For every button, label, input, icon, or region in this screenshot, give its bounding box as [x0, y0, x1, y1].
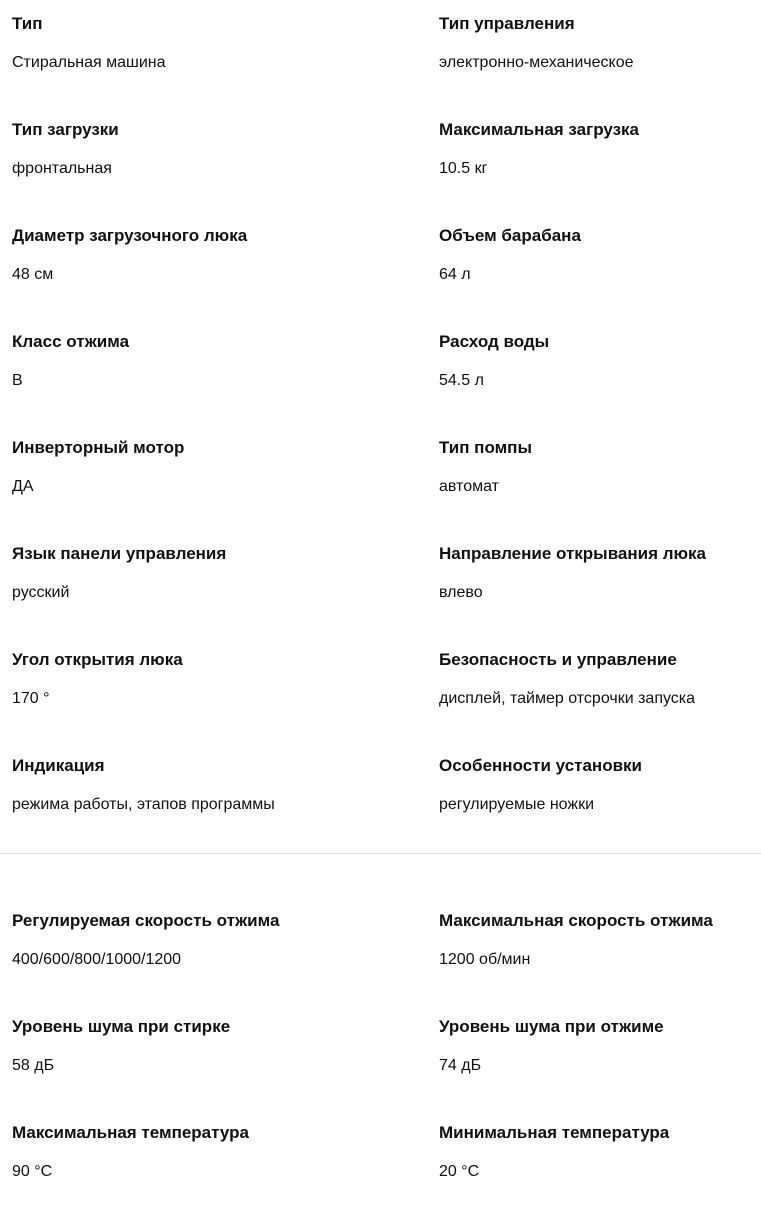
spec-value: 400/600/800/1000/1200: [12, 951, 182, 968]
spec-label: Направление открывания люка: [439, 544, 707, 563]
spec-item: [12, 437, 322, 497]
spec-label: Тип помпы: [439, 438, 532, 457]
spec-label: Регулируемая скорость отжима: [12, 911, 280, 930]
spec-label: Уровень шума при отжиме: [439, 1017, 664, 1036]
spec-item: [439, 119, 749, 179]
spec-value: 1200 об/мин: [439, 951, 531, 968]
spec-item: [439, 331, 749, 391]
spec-item: [12, 225, 322, 285]
spec-label: Максимальная температура: [12, 1123, 249, 1142]
spec-label: Класс отжима: [12, 332, 130, 351]
spec-item: [439, 543, 749, 603]
spec-value: дисплей, таймер отсрочки запуска: [439, 690, 696, 707]
spec-value: 10.5 кг: [439, 160, 488, 177]
spec-item: [439, 437, 749, 497]
spec-label: Максимальная скорость отжима: [439, 911, 713, 930]
spec-label: Диаметр загрузочного люка: [12, 226, 248, 245]
section-divider: [0, 853, 761, 854]
spec-value: 170 °: [12, 690, 50, 707]
spec-value: режима работы, этапов программы: [12, 796, 275, 813]
spec-value: 64 л: [439, 266, 471, 283]
spec-value: ДА: [12, 478, 34, 495]
spec-item: [12, 910, 322, 970]
spec-value: 48 см: [12, 266, 54, 283]
spec-label: Расход воды: [439, 332, 550, 351]
spec-value: 90 °C: [12, 1163, 53, 1180]
spec-value: регулируемые ножки: [439, 796, 595, 813]
spec-label: Язык панели управления: [12, 544, 227, 563]
spec-label: Тип: [12, 14, 43, 33]
spec-label: Тип управления: [439, 14, 575, 33]
spec-label: Тип загрузки: [12, 120, 119, 139]
spec-label: Объем барабана: [439, 226, 581, 245]
spec-value: В: [12, 372, 23, 389]
spec-value: 54.5 л: [439, 372, 484, 389]
spec-value: 58 дБ: [12, 1057, 55, 1074]
spec-item: [439, 755, 749, 815]
spec-item: [439, 910, 749, 970]
spec-item: [439, 649, 749, 709]
spec-value: фронтальная: [12, 160, 112, 177]
spec-label: Безопасность и управление: [439, 650, 677, 669]
spec-item: [12, 543, 322, 603]
spec-value: автомат: [439, 478, 499, 495]
spec-item: [439, 13, 749, 73]
spec-label: Особенности установки: [439, 756, 642, 775]
spec-label: Угол открытия люка: [12, 650, 183, 669]
spec-item: [12, 755, 322, 815]
spec-item: [12, 1122, 322, 1182]
spec-item: [12, 331, 322, 391]
spec-value: русский: [12, 584, 70, 601]
spec-item: [12, 119, 322, 179]
spec-value: электронно-механическое: [439, 54, 634, 71]
spec-item: [439, 225, 749, 285]
spec-label: Максимальная загрузка: [439, 120, 639, 139]
spec-item: [12, 649, 322, 709]
spec-label: Минимальная температура: [439, 1123, 670, 1142]
spec-section-spin-noise-temperature: [0, 910, 761, 1228]
spec-item: [12, 13, 322, 73]
spec-label: Инверторный мотор: [12, 438, 185, 457]
spec-value: 74 дБ: [439, 1057, 482, 1074]
spec-value: влево: [439, 584, 483, 601]
spec-item: [12, 1016, 322, 1076]
spec-value: Стиральная машина: [12, 54, 166, 71]
spec-label: Уровень шума при стирке: [12, 1017, 231, 1036]
spec-label: Индикация: [12, 756, 105, 775]
spec-value: 20 °C: [439, 1163, 480, 1180]
spec-item: [439, 1122, 749, 1182]
spec-item: [439, 1016, 749, 1076]
